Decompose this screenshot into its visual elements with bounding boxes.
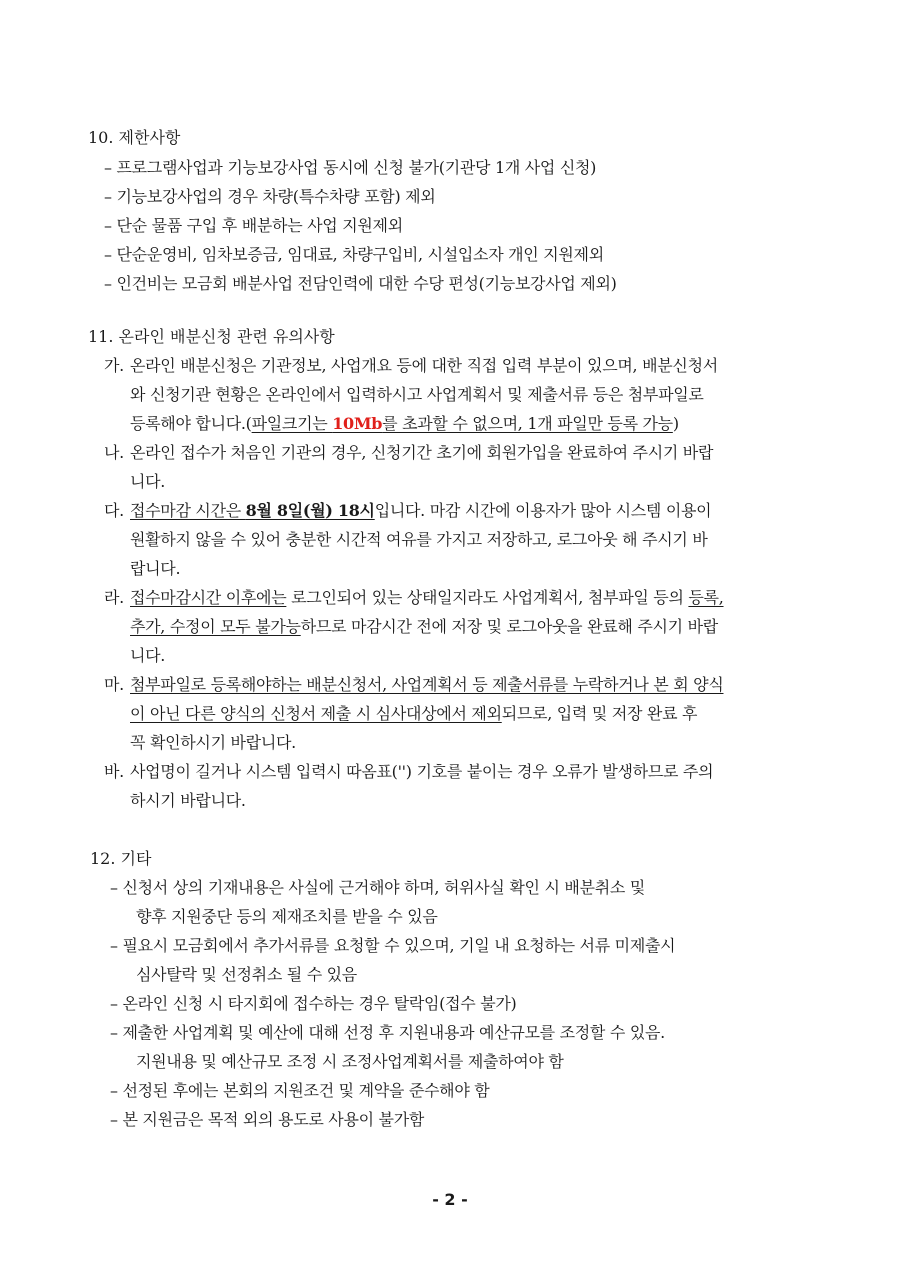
s11-ra-register: 등록,	[688, 588, 724, 607]
s11-na-text-1: 온라인 접수가 처음인 기관의 경우, 신청기간 초기에 회원가입을 완료하여 주시기 바랍	[130, 443, 714, 462]
s11-ma-line-2	[130, 704, 697, 724]
file-limit-suffix: 를 초과할 수 없으며, 1개 파일만 등록 가능	[382, 414, 673, 433]
s11-ma-text-2b: 되므로, 입력 및 저장 완료 후	[501, 704, 698, 723]
s11-da-deadline	[130, 501, 375, 520]
s12-item-2a: – 필요시 모금회에서 추가서류를 요청할 수 있으며, 기일 내 요청하는 서류 미제출시	[110, 936, 676, 955]
s11-da-line-1	[104, 501, 711, 521]
s12-item-4b: 지원내용 및 예산규모 조정 시 조정사업계획서를 제출하여야 함	[136, 1052, 564, 1071]
s11-da-marker: 다.	[104, 501, 124, 520]
s10-item-3: – 단순 물품 구입 후 배분하는 사업 지원제외	[104, 216, 403, 235]
s11-ra-line-1	[104, 588, 724, 608]
s12-item-1b: 향후 지원중단 등의 제재조치를 받을 수 있음	[136, 907, 438, 926]
s11-da-line-3: 랍니다.	[130, 559, 181, 578]
s11-ra-after-deadline: 접수마감시간 이후에는	[130, 588, 287, 607]
s11-na-line-2: 니다.	[130, 472, 166, 491]
s11-ma-marker: 마.	[104, 675, 124, 694]
s12-item-1a: – 신청서 상의 기재내용은 사실에 근거해야 하며, 허위사실 확인 시 배분취소 및	[110, 878, 645, 897]
s11-ra-line-2	[130, 617, 718, 637]
s11-ba-text-1: 사업명이 길거나 시스템 입력시 따옴표('') 기호를 붙이는 경우 오류가 발생하므로 주의	[130, 762, 714, 781]
s11-ra-impossible: 추가, 수정이 모두 불가능	[130, 617, 301, 636]
s11-ga-text-3a: 등록해야 합니다.(	[130, 414, 252, 433]
file-limit-prefix: 파일크기는	[251, 414, 333, 433]
deadline-prefix: 접수마감 시간은	[130, 501, 246, 520]
s11-ba-marker: 바.	[104, 762, 124, 781]
s11-da-text-1c: 입니다. 마감 시간에 이용자가 많아 시스템 이용이	[374, 501, 712, 520]
s10-item-5: – 인건비는 모금회 배분사업 전담인력에 대한 수당 편성(기능보강사업 제외)	[104, 274, 617, 293]
s11-ma-line-3: 꼭 확인하시기 바랍니다.	[130, 733, 296, 752]
s10-item-1: – 프로그램사업과 기능보강사업 동시에 신청 불가(기관당 1개 사업 신청)	[104, 158, 597, 177]
s11-ga-text-1: 온라인 배분신청은 기관정보, 사업개요 등에 대한 직접 입력 부분이 있으며, 배분신청서	[130, 356, 718, 375]
s11-ga-file-limit	[252, 414, 673, 433]
s10-item-2: – 기능보강사업의 경우 차량(특수차량 포함) 제외	[104, 187, 436, 206]
page-number: - 2 -	[432, 1190, 468, 1209]
s11-ra-line-3: 니다.	[130, 646, 166, 665]
s11-da-line-2: 원활하지 않을 수 있어 충분한 시간적 여유를 가지고 저장하고, 로그아웃 해 주시기 바	[130, 530, 708, 549]
section-11-title: 11. 온라인 배분신청 관련 유의사항	[88, 327, 335, 346]
s11-ma-exclusion: 이 아닌 다른 양식의 신청서 제출 시 심사대상에서 제외	[130, 704, 502, 723]
s11-na-line-1	[104, 443, 713, 463]
s11-ga-marker: 가.	[104, 356, 124, 375]
s10-item-4: – 단순운영비, 임차보증금, 임대료, 차량구입비, 시설입소자 개인 지원제외	[104, 245, 604, 264]
s11-ra-text-2b: 하므로 마감시간 전에 저장 및 로그아웃을 완료해 주시기 바랍	[300, 617, 718, 636]
s12-item-3: – 온라인 신청 시 타지회에 접수하는 경우 탈락임(접수 불가)	[110, 994, 517, 1013]
deadline-date: 8월 8일(월) 18시	[245, 501, 375, 520]
s12-item-5: – 선정된 후에는 본회의 지원조건 및 계약을 준수해야 함	[110, 1081, 490, 1100]
s11-ma-line-1	[104, 675, 723, 695]
s11-ga-line-3	[130, 414, 679, 434]
s12-item-2b: 심사탈락 및 선정취소 될 수 있음	[136, 965, 357, 984]
s11-ba-line-2: 하시기 바랍니다.	[130, 791, 246, 810]
s12-item-6: – 본 지원금은 목적 외의 용도로 사용이 불가함	[110, 1110, 425, 1129]
s11-ra-marker: 라.	[104, 588, 124, 607]
section-10-title: 10. 제한사항	[88, 128, 181, 147]
s12-item-4a: – 제출한 사업계획 및 예산에 대해 선정 후 지원내용과 예산규모를 조정할 수 있음.	[110, 1023, 665, 1042]
s11-ga-close-paren: )	[672, 414, 679, 433]
s11-ma-text-1: 첨부파일로 등록해야하는 배분신청서, 사업계획서 등 제출서류를 누락하거나 본 회 양식	[130, 675, 724, 694]
s11-ba-line-1	[104, 762, 713, 782]
s11-na-marker: 나.	[104, 443, 124, 462]
s11-ra-text-1b: 로그인되어 있는 상태일지라도 사업계획서, 첨부파일 등의	[286, 588, 689, 607]
s11-ga-line-2: 와 신청기관 현황은 온라인에서 입력하시고 사업계획서 및 제출서류 등은 첨부파일로	[130, 385, 704, 404]
s11-ga-line-1	[104, 356, 718, 376]
file-size-highlight: 10Mb	[332, 414, 383, 433]
section-12-title: 12. 기타	[90, 849, 152, 868]
